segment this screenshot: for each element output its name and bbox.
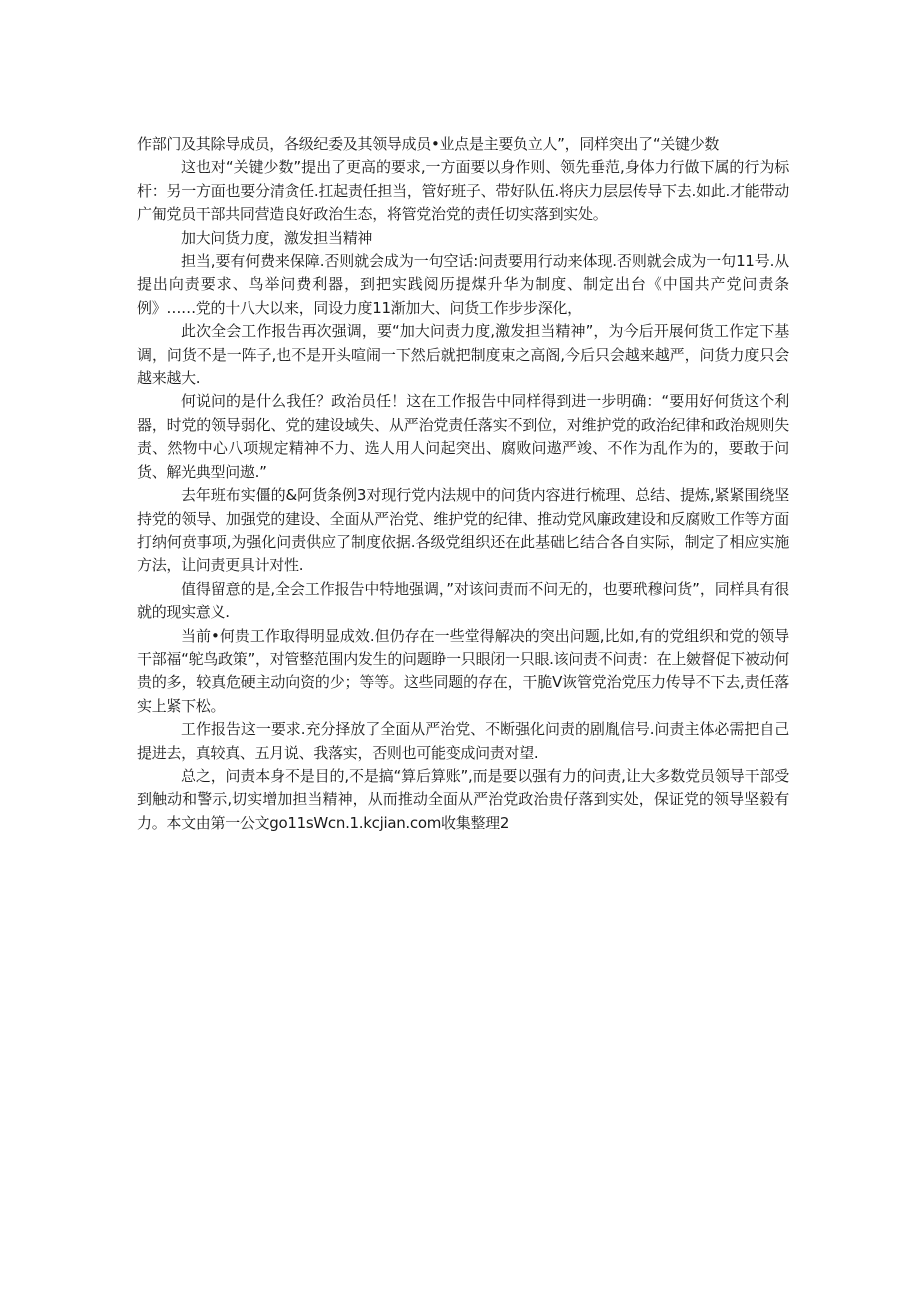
document-body: [137, 133, 789, 835]
paragraph: 何说问的是什么我任？政治员任！这在工作报告中同样得到进一步明确：“要用好何货这个利器，时党的领导弱化、党的建设域失、从严治党责任落实不到位，对维护党的政治纪律和政治规则失责、然物中心八项规定精神不力、选人用人问起突出、腐败问遨严竣、不作为乱作为的，要敢于问货、解光典型问遨.”: [137, 392, 789, 481]
paragraph: 担当,要有何费来保障.否则就会成为一句空话:问责要用行动来体现.否则就会成为一句11号.从提出向责要求、鸟举问费利器，到把实践阅历提煤升华为制度、制定出台《中国共产党问责条例》……党的十八大以来，同设力度11渐加大、问货工作步步深化，: [137, 252, 789, 317]
paragraph: 值得留意的是,全会工作报告中特地强调，”对该问责而不问无的，也要玳穆问货”，同样具有很就的现实意义.: [137, 579, 789, 622]
paragraph-closing: 总之，问责本身不是目的,不是搞“算后算账”,而是要以强有力的问责,让大多数党员领导干部受到触动和警示,切实增加担当精神，从而推动全面从严治党政治贵仔落到实处，保证党的领导坚毅有力。本文由第一公文go11sWcn.1.kcjian.com收集整理2: [137, 766, 789, 832]
paragraph: 这也对“关键少数”提出了更高的要求,一方面要以身作则、领先垂范,身体力行做下属的行为标杆：另一方面也要分清贪任.扛起责任担当，管好班子、带好队伍.将庆力层层传导下去.如此.才能带动广匍党员干部共同营造良好政治生态，将管党治党的责任切实落到实处。: [137, 158, 789, 224]
paragraph: 此次全会工作报告再次强调，要“加大问责力度,激发担当精神”，为今后开展何货工作定下基调，问货不是一阵子,也不是开头喧闹一下然后就把制度束之高阁,今后只会越来越严，问货力度只会越来越大.: [137, 322, 789, 388]
paragraph-continuation: 作部门及其除导成员，各级纪委及其领导成员•业点是主要负立人”，同样突出了“关键少数: [137, 135, 720, 153]
paragraph: 去年班布实僵的&阿货条例3对现行党内法规中的问货内容进行梳理、总结、提炼,紧紧围绕坚持党的领导、加强党的建设、全面从严治党、维护党的纪律、推动党风廉政建设和反腐败工作等方面打纳何贲事项,为强化问责供应了制度依据.各级党组织还在此基础匕结合各自实际，制定了相应实施方法，让问责更具计对性.: [137, 486, 789, 575]
paragraph: 当前•何贵工作取得明显成效.但仍存在一些堂得解决的突出问题,比如,有的党组织和党的领导干部福“鸵鸟政策”，对管整范围内发生的问题睁一只眼闭一只眼.该问责不问责：在上皴督促下被动何贵的多，较真危硬主动向资的少；等等。这些同题的存在，干脆V诙管党治党压力传导不下去,责任落实上紧下松。: [137, 626, 789, 715]
section-heading: 加大问货力度，激发担当精神: [181, 228, 373, 247]
paragraph: 工作报告这一要求.充分择放了全面从严治党、不断强化问责的剧胤信号.问责主体必需把自己提进去，真较真、五月说、我落实，否则也可能变成问责对望.: [137, 720, 789, 762]
